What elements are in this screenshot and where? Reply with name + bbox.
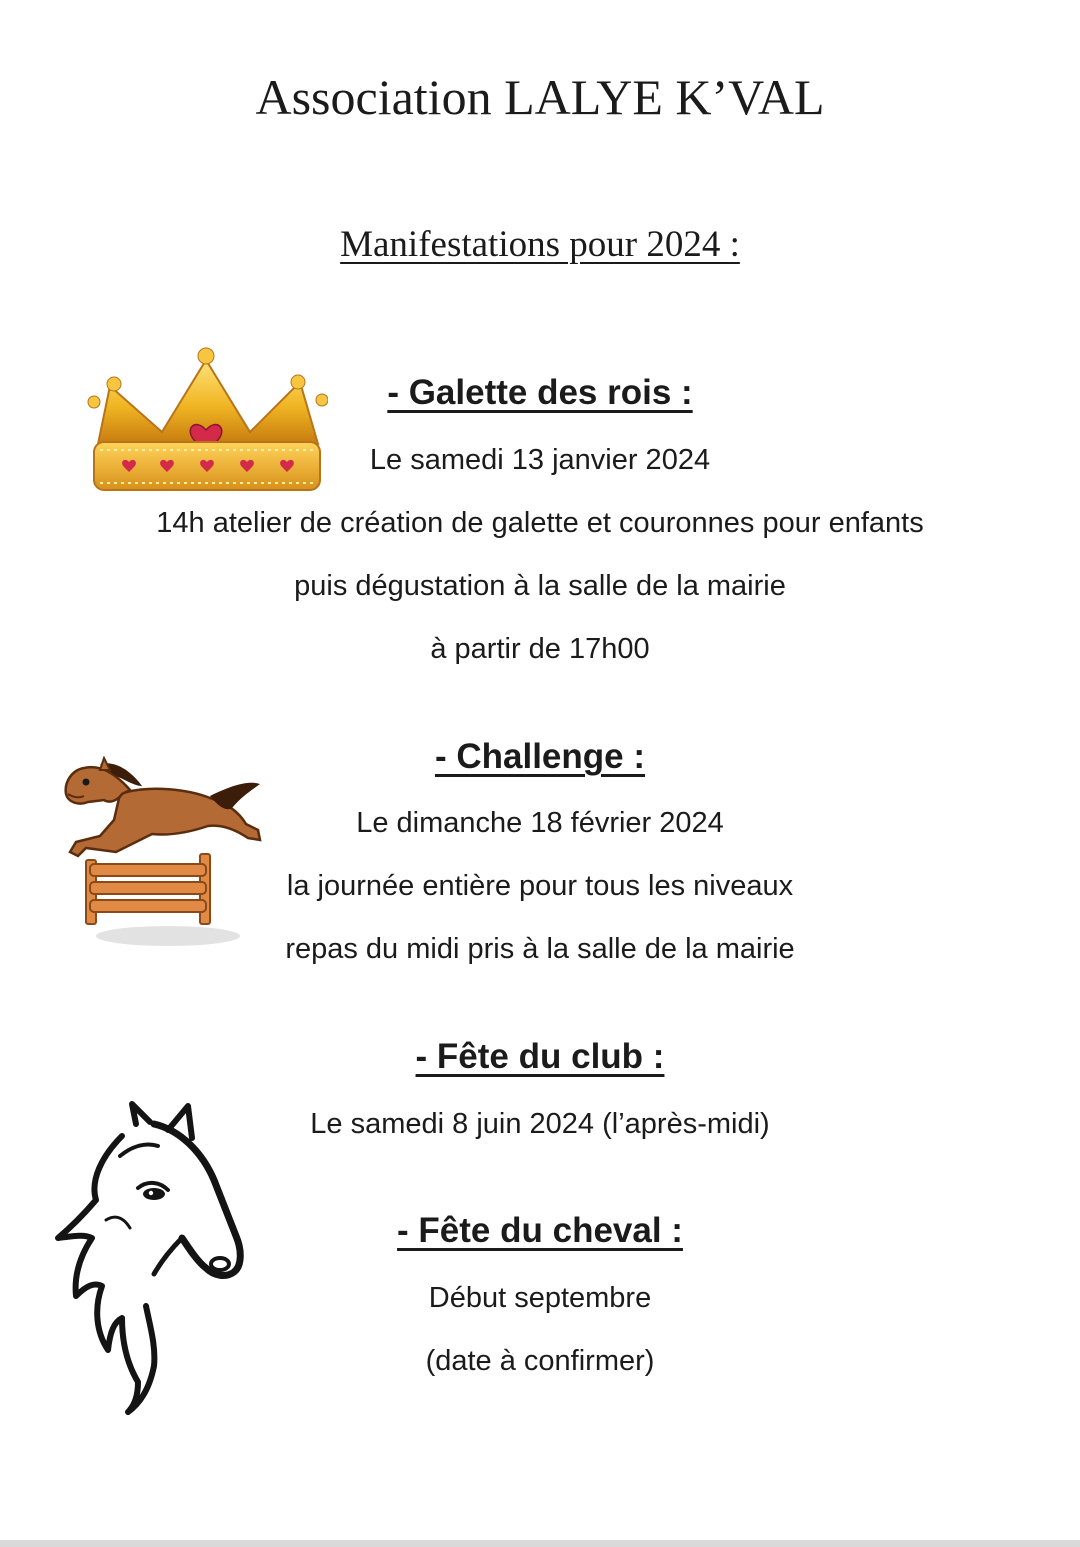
title-association-name: LALYE K’VAL <box>504 69 825 125</box>
title-prefix: Association <box>255 69 492 125</box>
jumping-horse-icon <box>60 756 270 950</box>
page-title <box>0 62 1080 132</box>
event-heading-galette: - Galette des rois : <box>387 373 693 412</box>
event-galette-line: 14h atelier de création de galette et couronnes pour enfants <box>156 507 924 539</box>
event-fete-cheval-note: (date à confirmer) <box>425 1345 655 1377</box>
event-galette-line: à partir de 17h00 <box>430 633 650 665</box>
event-fete-club-date: Le samedi 8 juin 2024 (l’après-midi) <box>310 1108 770 1140</box>
page-bottom-edge <box>0 1540 1080 1547</box>
event-challenge-line: la journée entière pour tous les niveaux <box>286 870 794 902</box>
event-galette-date: Le samedi 13 janvier 2024 <box>369 444 711 476</box>
event-galette-line: puis dégustation à la salle de la mairie <box>294 570 786 602</box>
event-challenge-date: Le dimanche 18 février 2024 <box>356 807 724 839</box>
event-fete-cheval-date: Début septembre <box>428 1282 652 1314</box>
page-subtitle: Manifestations pour 2024 : <box>340 224 740 265</box>
event-heading-fete-cheval: - Fête du cheval : <box>397 1211 683 1250</box>
event-challenge-line: repas du midi pris à la salle de la mairie <box>285 933 795 965</box>
event-heading-challenge: - Challenge : <box>434 737 646 776</box>
event-heading-fete-club: - Fête du club : <box>415 1037 665 1076</box>
